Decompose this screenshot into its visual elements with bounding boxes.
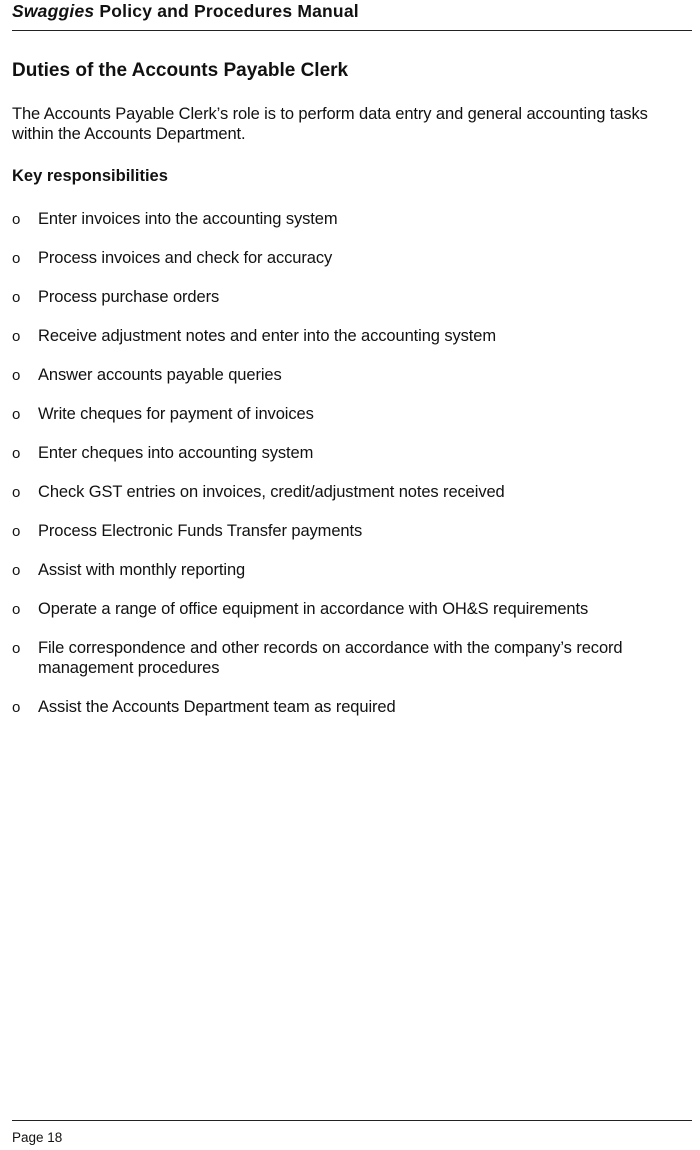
bullet-icon: o bbox=[12, 250, 21, 267]
bullet-icon: o bbox=[12, 367, 21, 384]
list-item bbox=[12, 248, 692, 268]
header-title bbox=[12, 1, 359, 22]
list-item-text: Enter cheques into accounting system bbox=[38, 444, 314, 462]
list-item bbox=[12, 599, 692, 619]
footer-rule bbox=[12, 1120, 692, 1121]
intro-paragraph: The Accounts Payable Clerk’s role is to perform data entry and general accounting tasks within the Accounts Department. bbox=[12, 105, 648, 143]
list-item bbox=[12, 404, 692, 424]
bullet-icon: o bbox=[12, 289, 21, 306]
list-item bbox=[12, 365, 692, 385]
bullet-icon: o bbox=[12, 211, 21, 228]
list-item-text: Enter invoices into the accounting system bbox=[38, 210, 338, 228]
list-item bbox=[12, 287, 692, 307]
list-item bbox=[12, 697, 692, 717]
list-item-text: Assist the Accounts Department team as required bbox=[38, 698, 396, 716]
section-title: Duties of the Accounts Payable Clerk bbox=[12, 60, 349, 81]
bullet-icon: o bbox=[12, 445, 21, 462]
bullet-icon: o bbox=[12, 406, 21, 423]
list-item bbox=[12, 638, 692, 678]
list-item-text: Receive adjustment notes and enter into the accounting system bbox=[38, 327, 497, 345]
bullet-icon: o bbox=[12, 562, 21, 579]
bullet-icon: o bbox=[12, 640, 21, 657]
list-item-text: Operate a range of office equipment in accordance with OH&S requirements bbox=[38, 600, 589, 618]
list-item bbox=[12, 326, 692, 346]
key-responsibilities-heading: Key responsibilities bbox=[12, 167, 168, 185]
bullet-icon: o bbox=[12, 699, 21, 716]
list-item bbox=[12, 443, 692, 463]
page-number: Page 18 bbox=[12, 1130, 63, 1145]
list-item bbox=[12, 209, 692, 229]
list-item-text: Process purchase orders bbox=[38, 288, 220, 306]
list-item bbox=[12, 521, 692, 541]
list-item-text: Process Electronic Funds Transfer payments bbox=[38, 522, 363, 540]
bullet-icon: o bbox=[12, 523, 21, 540]
brand-name: Swaggies bbox=[12, 1, 95, 21]
page-header bbox=[12, 0, 692, 31]
bullet-icon: o bbox=[12, 601, 21, 618]
list-item-text: Process invoices and check for accuracy bbox=[38, 249, 333, 267]
list-item-text: Answer accounts payable queries bbox=[38, 366, 282, 384]
list-item-text: Check GST entries on invoices, credit/adjustment notes received bbox=[38, 483, 505, 501]
list-item-text: File correspondence and other records on accordance with the company’s record management procedures bbox=[38, 639, 623, 677]
list-item bbox=[12, 560, 692, 580]
manual-title: Policy and Procedures Manual bbox=[94, 1, 359, 21]
list-item-text: Write cheques for payment of invoices bbox=[38, 405, 314, 423]
list-item-text: Assist with monthly reporting bbox=[38, 561, 246, 579]
responsibilities-list bbox=[12, 209, 692, 736]
list-item bbox=[12, 482, 692, 502]
bullet-icon: o bbox=[12, 484, 21, 501]
bullet-icon: o bbox=[12, 328, 21, 345]
